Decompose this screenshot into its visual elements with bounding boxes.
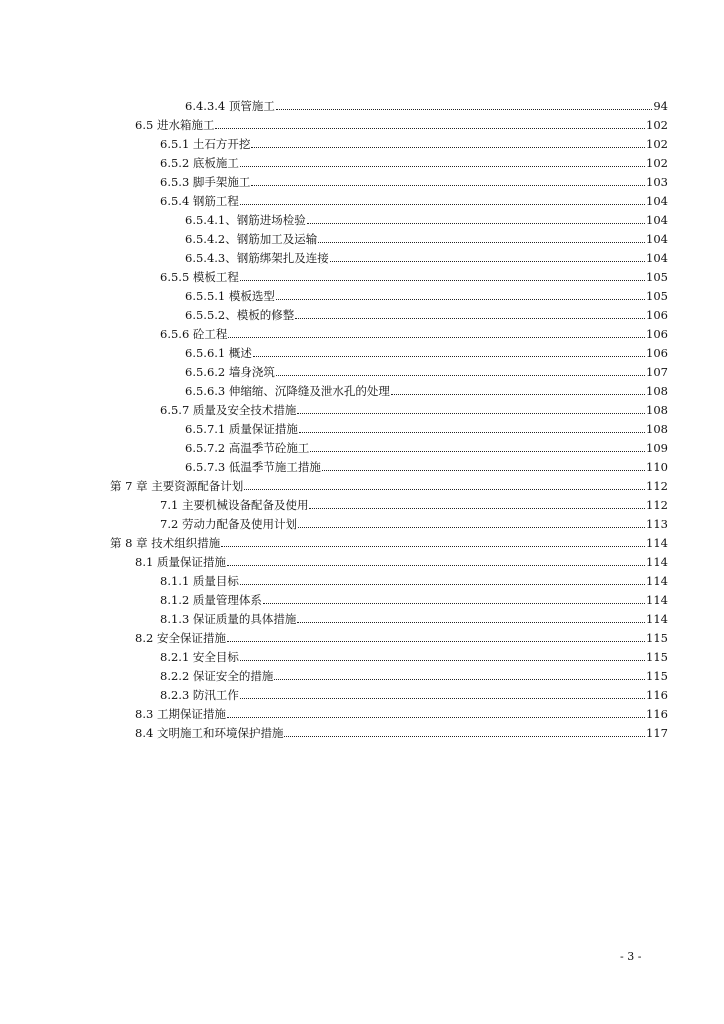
toc-entry-page: 114	[646, 612, 668, 626]
toc-entry[interactable]	[160, 570, 668, 588]
toc-leader-dots	[227, 641, 645, 642]
toc-entry-page: 116	[646, 707, 668, 721]
toc-leader-dots	[276, 375, 645, 376]
toc-entry[interactable]	[185, 418, 668, 436]
toc-leader-dots	[318, 242, 645, 243]
toc-entry[interactable]	[185, 95, 668, 113]
toc-entry-label: 6.5 进水箱施工	[135, 118, 215, 132]
toc-entry[interactable]	[110, 532, 668, 550]
toc-entry-page: 102	[646, 137, 668, 151]
toc-entry-label: 8.2 安全保证措施	[135, 631, 226, 645]
toc-entry[interactable]	[160, 133, 668, 151]
toc-entry-page: 105	[646, 270, 668, 284]
toc-entry[interactable]	[185, 437, 668, 455]
toc-entry-page: 103	[646, 175, 668, 189]
toc-entry[interactable]	[135, 114, 668, 132]
toc-entry-page: 107	[646, 365, 668, 379]
toc-entry-page: 112	[646, 498, 668, 512]
toc-entry-label: 第 8 章 技术组织措施	[110, 536, 221, 550]
toc-entry-label: 8.3 工期保证措施	[135, 707, 226, 721]
toc-entry[interactable]	[135, 551, 668, 569]
toc-leader-dots	[299, 432, 645, 433]
toc-leader-dots	[240, 166, 645, 167]
toc-leader-dots	[227, 565, 645, 566]
toc-entry-label: 8.2.2 保证安全的措施	[160, 669, 274, 683]
toc-entry-page: 102	[646, 156, 668, 170]
toc-leader-dots	[276, 299, 645, 300]
toc-entry[interactable]	[160, 513, 668, 531]
toc-leader-dots	[227, 717, 645, 718]
toc-entry-page: 114	[646, 593, 668, 607]
toc-entry-page: 106	[646, 308, 668, 322]
toc-entry-label: 7.2 劳动力配备及使用计划	[160, 517, 297, 531]
toc-entry-label: 8.1 质量保证措施	[135, 555, 226, 569]
toc-entry[interactable]	[160, 266, 668, 284]
toc-entry-page: 102	[646, 118, 668, 132]
toc-leader-dots	[244, 489, 645, 490]
toc-leader-dots	[215, 128, 645, 129]
toc-entry[interactable]	[160, 665, 668, 683]
toc-leader-dots	[284, 736, 645, 737]
toc-entry[interactable]	[185, 380, 668, 398]
toc-leader-dots	[276, 109, 652, 110]
toc-entry-page: 115	[646, 650, 668, 664]
toc-entry[interactable]	[135, 722, 668, 740]
toc-entry[interactable]	[135, 703, 668, 721]
toc-leader-dots	[307, 223, 645, 224]
toc-entry-page: 115	[646, 631, 668, 645]
toc-leader-dots	[297, 622, 645, 623]
toc-entry-label: 6.4.3.4 顶管施工	[185, 99, 275, 113]
toc-entry-page: 104	[646, 232, 668, 246]
toc-entry-page: 108	[646, 384, 668, 398]
toc-entry-label: 6.5.1 土石方开挖	[160, 137, 251, 151]
toc-entry-label: 6.5.6.3 伸缩缩、沉降缝及泄水孔的处理	[185, 384, 390, 398]
toc-entry-page: 106	[646, 346, 668, 360]
toc-entry[interactable]	[185, 361, 668, 379]
toc-leader-dots	[240, 204, 645, 205]
toc-entry-page: 112	[646, 479, 668, 493]
toc-entry[interactable]	[185, 209, 668, 227]
toc-leader-dots	[240, 698, 645, 699]
toc-entry-label: 6.5.5.1 模板选型	[185, 289, 275, 303]
toc-entry-page: 110	[646, 460, 668, 474]
toc-entry-page: 94	[653, 99, 668, 113]
toc-entry-page: 109	[646, 441, 668, 455]
toc-entry[interactable]	[160, 589, 668, 607]
toc-leader-dots	[322, 470, 645, 471]
toc-leader-dots	[297, 413, 645, 414]
toc-entry-label: 6.5.7.2 高温季节砼施工	[185, 441, 310, 455]
toc-leader-dots	[310, 451, 645, 452]
toc-entry[interactable]	[185, 304, 668, 322]
toc-entry[interactable]	[160, 171, 668, 189]
toc-entry[interactable]	[185, 228, 668, 246]
toc-leader-dots	[274, 679, 645, 680]
toc-leader-dots	[221, 546, 645, 547]
toc-entry-label: 6.5.5.2、模板的修整	[185, 308, 295, 322]
toc-entry[interactable]	[185, 456, 668, 474]
toc-entry-label: 6.5.6.2 墙身浇筑	[185, 365, 275, 379]
toc-entry-label: 8.1.3 保证质量的具体措施	[160, 612, 297, 626]
toc-entry-label: 6.5.4.2、钢筋加工及运输	[185, 232, 318, 246]
toc-entry-label: 8.2.3 防汛工作	[160, 688, 239, 702]
toc-entry[interactable]	[160, 399, 668, 417]
toc-entry-page: 114	[646, 536, 668, 550]
toc-leader-dots	[263, 603, 645, 604]
toc-entry[interactable]	[160, 494, 668, 512]
toc-entry[interactable]	[110, 475, 668, 493]
toc-entry-page: 105	[646, 289, 668, 303]
toc-leader-dots	[298, 527, 645, 528]
toc-entry-page: 108	[646, 403, 668, 417]
toc-entry-label: 6.5.7 质量及安全技术措施	[160, 403, 297, 417]
toc-entry-page: 113	[646, 517, 668, 531]
toc-leader-dots	[330, 261, 645, 262]
toc-entry-page: 116	[646, 688, 668, 702]
toc-entry[interactable]	[135, 627, 668, 645]
toc-leader-dots	[391, 394, 645, 395]
toc-leader-dots	[309, 508, 645, 509]
toc-entry-page: 117	[646, 726, 668, 740]
toc-entry-label: 8.2.1 安全目标	[160, 650, 239, 664]
toc-entry[interactable]	[160, 684, 668, 702]
toc-leader-dots	[295, 318, 645, 319]
toc-entry-label: 8.1.1 质量目标	[160, 574, 239, 588]
toc-leader-dots	[253, 356, 645, 357]
toc-entry-label: 6.5.2 底板施工	[160, 156, 239, 170]
toc-entry-label: 6.5.7.3 低温季节施工措施	[185, 460, 321, 474]
toc-entry[interactable]	[160, 323, 668, 341]
toc-entry[interactable]	[160, 152, 668, 170]
toc-entry[interactable]	[185, 247, 668, 265]
toc-entry-page: 108	[646, 422, 668, 436]
toc-leader-dots	[240, 584, 645, 585]
toc-entry-page: 115	[646, 669, 668, 683]
toc-entry-label: 8.4 文明施工和环境保护措施	[135, 726, 284, 740]
toc-entry-page: 106	[646, 327, 668, 341]
toc-entry-label: 6.5.6.1 概述	[185, 346, 252, 360]
toc-entry-page: 104	[646, 194, 668, 208]
toc-leader-dots	[240, 660, 645, 661]
toc-entry-page: 114	[646, 574, 668, 588]
toc-entry-label: 6.5.4.3、钢筋绑架扎及连接	[185, 251, 329, 265]
toc-entry-label: 6.5.4 钢筋工程	[160, 194, 239, 208]
toc-leader-dots	[251, 185, 645, 186]
toc-entry-label: 6.5.4.1、钢筋进场检验	[185, 213, 306, 227]
toc-entry-page: 104	[646, 213, 668, 227]
toc-entry-label: 7.1 主要机械设备配备及使用	[160, 498, 309, 512]
toc-entry[interactable]	[160, 646, 668, 664]
page-number: - 3 -	[620, 950, 642, 963]
toc-entry-label: 6.5.7.1 质量保证措施	[185, 422, 298, 436]
toc-entry[interactable]	[185, 342, 668, 360]
toc-entry-label: 第 7 章 主要资源配备计划	[110, 479, 244, 493]
toc-entry-page: 104	[646, 251, 668, 265]
toc-entry-label: 6.5.5 模板工程	[160, 270, 239, 284]
toc-entry-label: 6.5.6 砼工程	[160, 327, 228, 341]
toc-leader-dots	[228, 337, 645, 338]
toc-entry-page: 114	[646, 555, 668, 569]
toc-entry-label: 8.1.2 质量管理体系	[160, 593, 262, 607]
toc-leader-dots	[240, 280, 645, 281]
toc-entry[interactable]	[160, 190, 668, 208]
toc-entry[interactable]	[160, 608, 668, 626]
toc-entry-label: 6.5.3 脚手架施工	[160, 175, 251, 189]
toc-leader-dots	[251, 147, 645, 148]
toc-entry[interactable]	[185, 285, 668, 303]
